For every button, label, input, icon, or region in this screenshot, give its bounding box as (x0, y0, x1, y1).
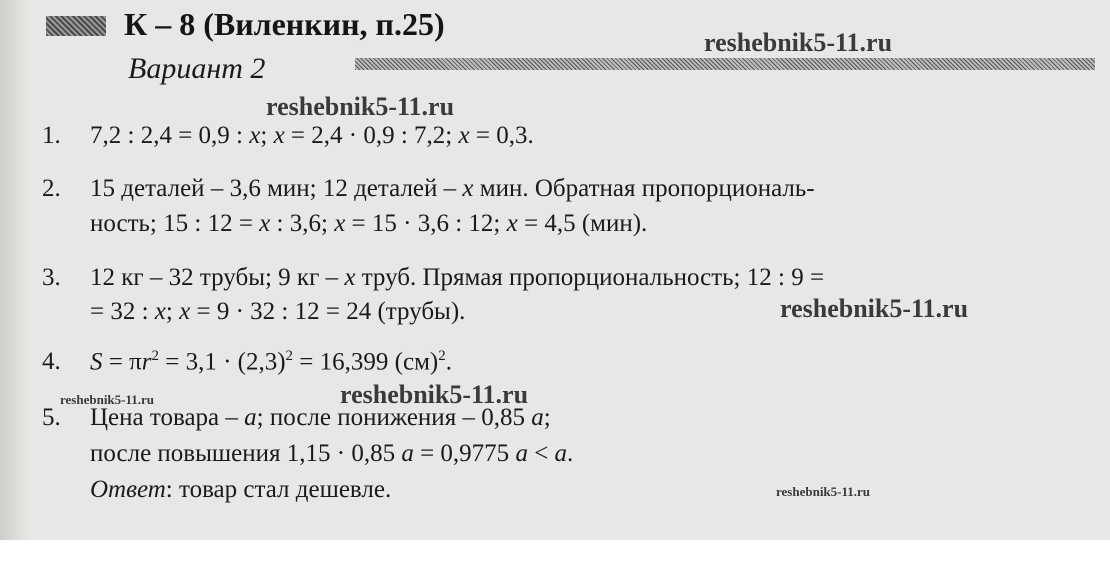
text-segment: < (527, 440, 555, 467)
text-segment: a (401, 440, 414, 467)
text-segment: ; (165, 298, 180, 325)
text-segment: мин. Обратная пропорциональ- (473, 175, 815, 202)
text-segment: S (90, 348, 103, 376)
text-segment: ность; 15 : 12 = (90, 210, 260, 237)
text-segment: x (334, 210, 346, 237)
watermark: reshebnik5-11.ru (340, 380, 529, 409)
text-segment: . (445, 348, 452, 376)
text-segment: 7,2 : 2,4 = 0,9 : (90, 122, 250, 149)
text-segment: a (515, 440, 528, 467)
watermark: reshebnik5-11.ru (704, 28, 893, 57)
text-segment: x (462, 175, 474, 202)
text-segment: Цена товара – (90, 404, 245, 431)
text-segment: ; (543, 404, 551, 431)
text-segment: . (567, 440, 574, 467)
text-segment: = 0,3. (469, 122, 534, 149)
text-segment: x (506, 210, 518, 237)
text-segment: a (531, 404, 544, 431)
page-title: К – 8 (Виленкин, п.25) (124, 6, 445, 42)
text-segment: r (141, 348, 152, 376)
watermark: reshebnik5-11.ru (776, 484, 871, 499)
text-segment: x (259, 210, 271, 237)
text-segment: труб. Прямая пропорциональность; 12 : 9 = (355, 264, 825, 291)
hatched-rule (355, 58, 1095, 70)
text-segment: = 3,1 · (2,3) (158, 348, 286, 376)
problem-number: 3. (42, 264, 61, 291)
problem-line (90, 264, 824, 292)
text-segment: = 0,9775 (413, 440, 516, 467)
text-segment: после повышения 1,15 · 0,85 (90, 440, 402, 467)
text-segment: Ответ (90, 476, 166, 503)
problem-line (90, 440, 573, 468)
text-segment: a (554, 440, 568, 467)
text-segment: = 4,5 (мин). (517, 210, 648, 237)
text-segment: = π (102, 348, 142, 376)
problem-line (90, 348, 452, 376)
text-segment: x (179, 298, 191, 325)
problem-number: 4. (42, 348, 61, 375)
text-segment: x (154, 298, 166, 325)
text-segment: = 15 · 3,6 : 12; (345, 210, 507, 237)
problem-number: 5. (42, 404, 61, 431)
section-marker (46, 16, 106, 36)
problem-line (90, 122, 534, 150)
problem-number: 2. (42, 175, 61, 202)
variant-heading: Вариант 2 (128, 52, 266, 85)
text-segment: ; после понижения – 0,85 (256, 404, 532, 431)
text-segment: x (249, 122, 261, 149)
text-segment: x (458, 122, 470, 149)
text-segment: 2 (285, 348, 294, 364)
watermark: reshebnik5-11.ru (60, 392, 155, 407)
problem-line (90, 404, 551, 432)
text-segment: 12 кг – 32 трубы; 9 кг – (90, 264, 345, 291)
watermark: reshebnik5-11.ru (266, 92, 455, 121)
text-segment: = 2,4 · 0,9 : 7,2; (284, 122, 459, 149)
text-segment: = 9 · 32 : 12 = 24 (трубы). (190, 298, 466, 325)
text-segment: a (244, 404, 257, 431)
problem-line (90, 476, 391, 504)
problem-line (90, 210, 647, 238)
watermark: reshebnik5-11.ru (780, 294, 969, 323)
text-segment: 2 (151, 348, 159, 364)
problem-number: 1. (42, 122, 61, 149)
problem-line (90, 298, 465, 326)
problem-line (90, 175, 815, 203)
text-segment: = 16,399 (см) (293, 348, 439, 376)
text-segment: ; (260, 122, 274, 149)
text-segment: 15 деталей – 3,6 мин; 12 деталей – (90, 175, 463, 202)
text-segment: : 3,6; (270, 210, 335, 237)
text-segment: x (344, 264, 356, 291)
text-segment: : товар стал дешевле. (165, 476, 392, 503)
text-segment: = 32 : (90, 298, 155, 325)
text-segment: 2 (438, 348, 446, 364)
text-segment: x (273, 122, 285, 149)
